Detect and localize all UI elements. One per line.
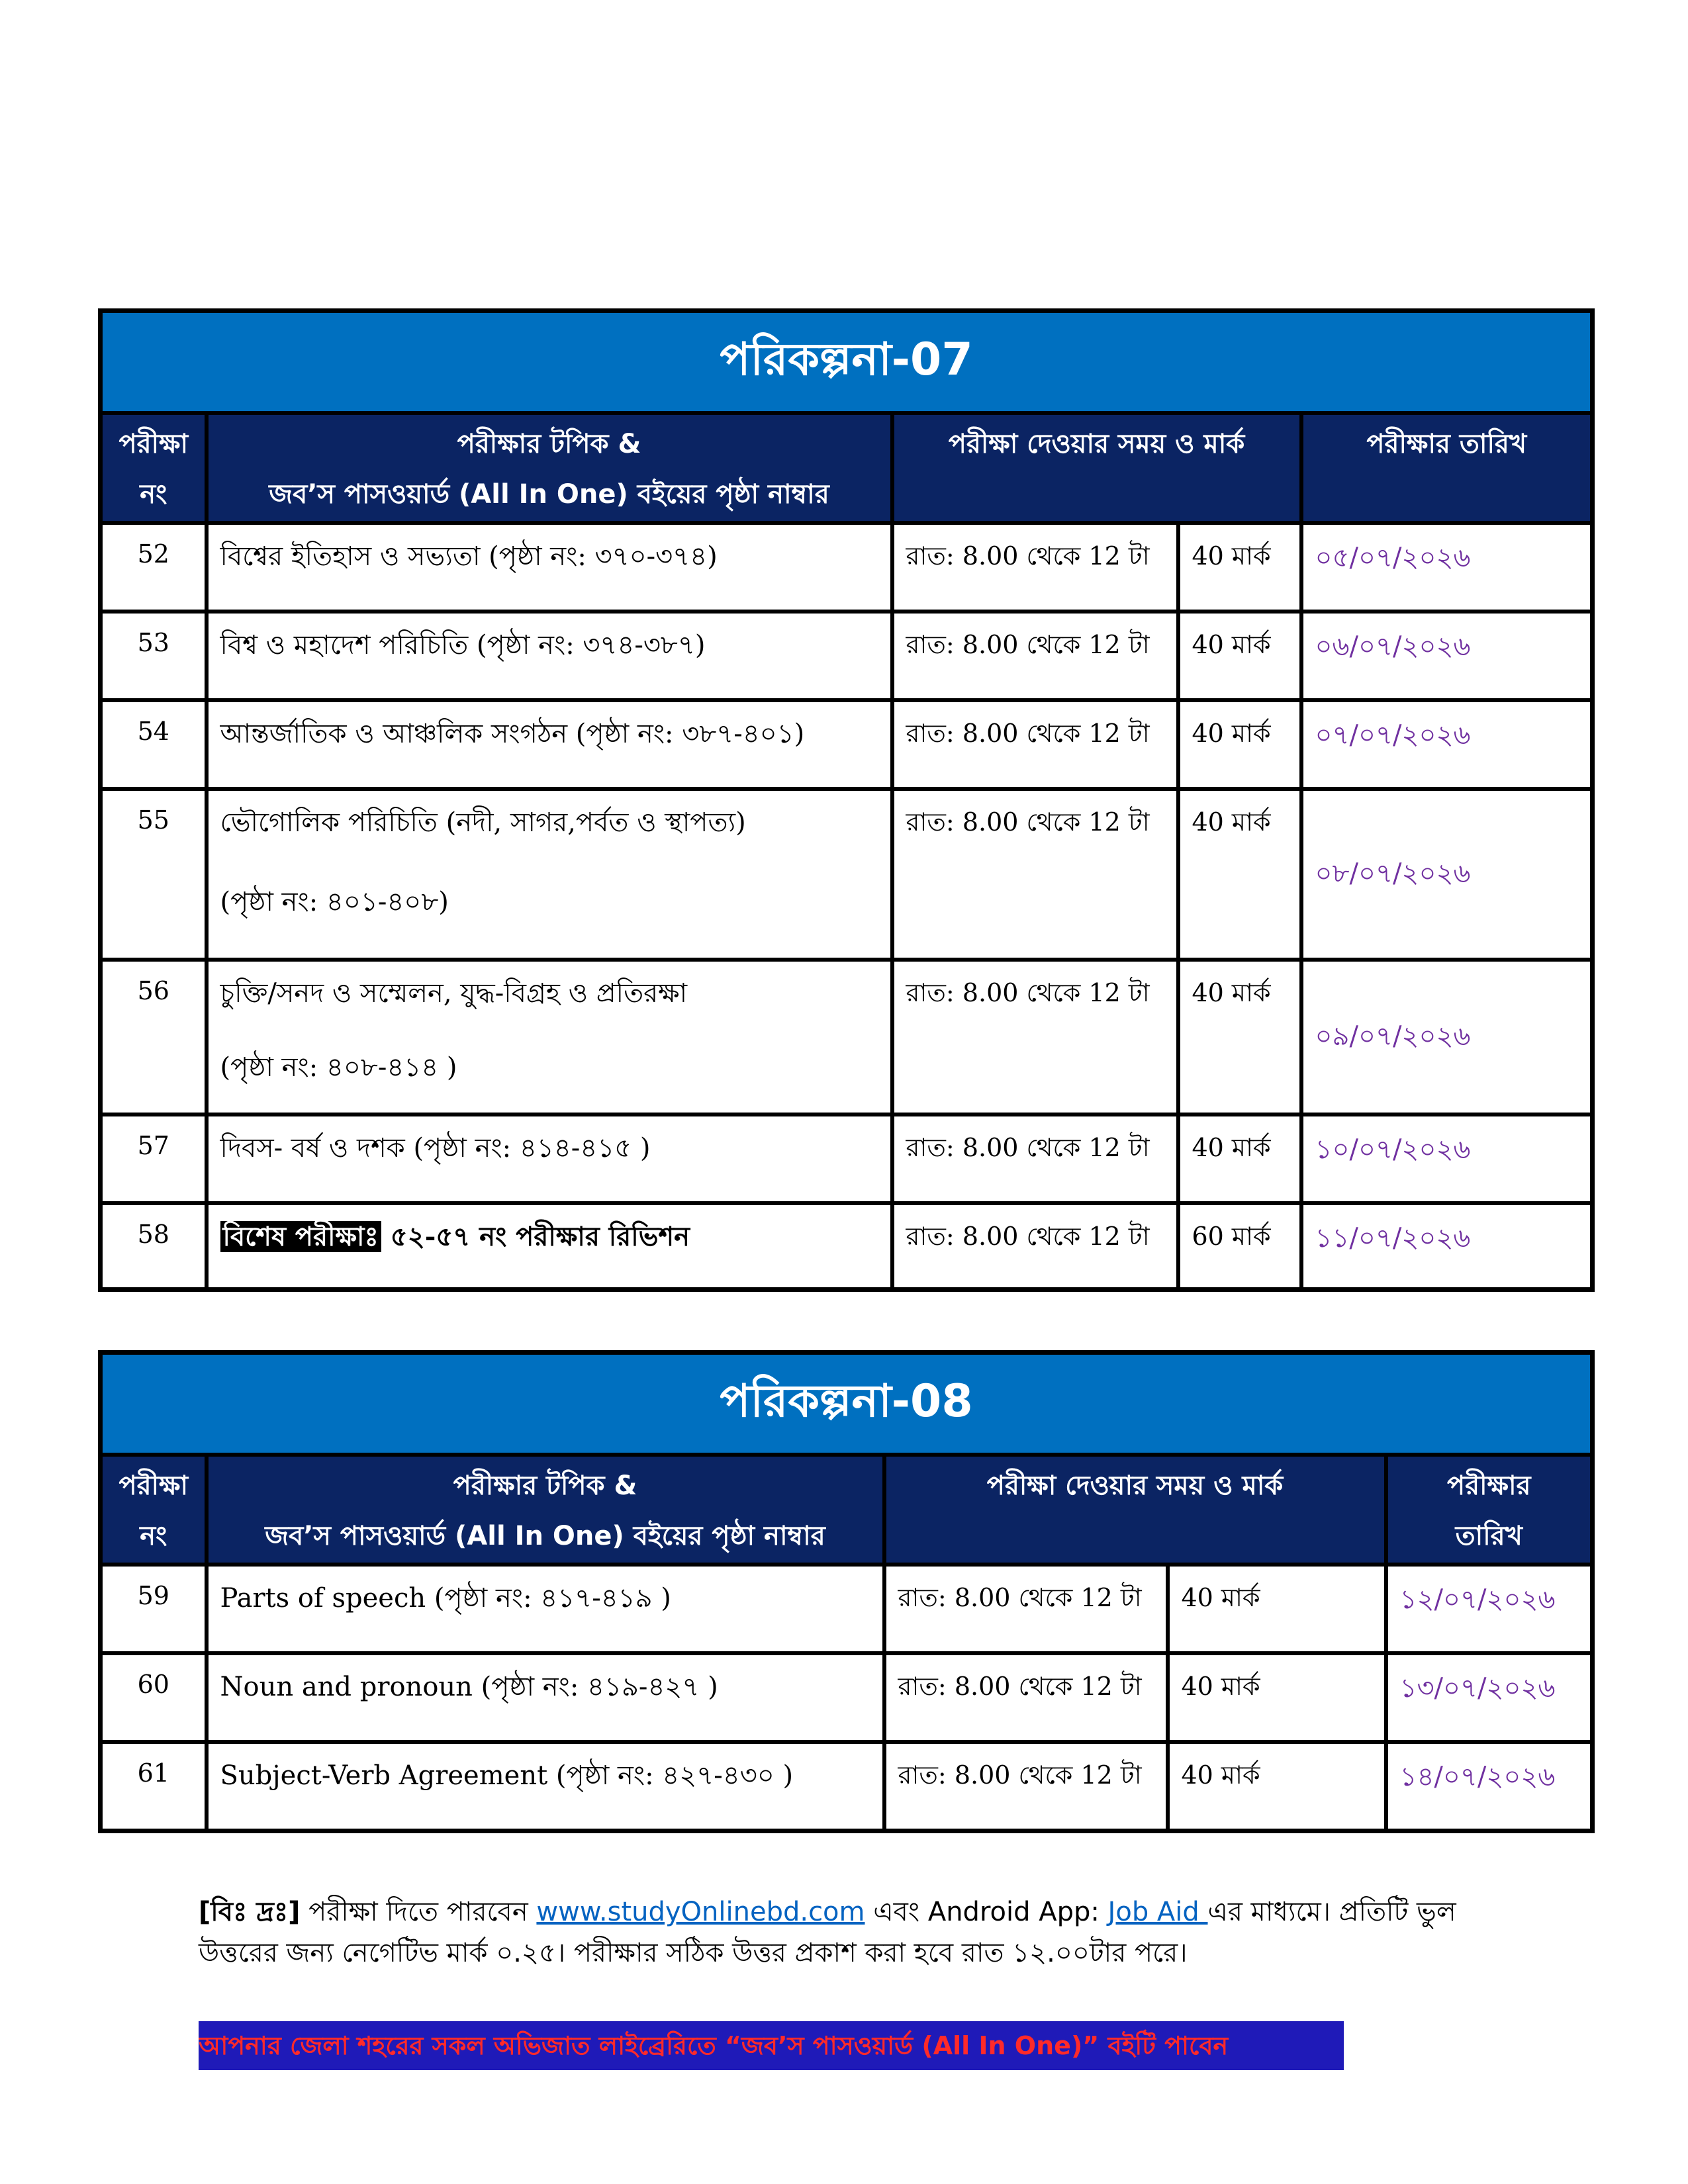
exam-date: ১০/০৭/২০২৬ (1301, 1115, 1593, 1203)
table-row (101, 523, 1593, 612)
header-topic (207, 1455, 884, 1565)
exam-mark: 40 মার্ক (1178, 1115, 1301, 1203)
website-link[interactable]: www.studyOnlinebd.com (536, 1897, 865, 1927)
exam-no: 54 (101, 700, 207, 789)
exam-time: রাত: 8.00 থেকে 12 টা (892, 700, 1178, 789)
exam-mark: 40 মার্ক (1178, 960, 1301, 1115)
footnote-text-2: এবং Android App: (865, 1897, 1108, 1927)
exam-date: ১১/০৭/২০২৬ (1301, 1203, 1593, 1289)
footnote-text-3: এর মাধ্যমে। প্রতিটি ভুল উত্তরের জন্য নেগেটিভ মার্ক ০.২৫। পরীক্ষার সঠিক উত্তর প্রকাশ করা হবে রাত ১২.০০টার পরে। (199, 1897, 1456, 1968)
exam-date: ০৮/০৭/২০২৬ (1301, 789, 1593, 960)
app-link[interactable]: Job Aid (1107, 1897, 1208, 1927)
exam-date: ১৪/০৭/২০২৬ (1386, 1742, 1593, 1831)
plan-07-title: পরিকল্পনা-07 (101, 311, 1593, 414)
header-topic (207, 413, 892, 523)
header-exam-no (101, 1455, 207, 1565)
header-exam-no-line2: নং (140, 479, 167, 510)
header-date (1386, 1455, 1593, 1565)
header-topic-line2: জব’স পাসওয়ার্ড (All In One) বইয়ের পৃষ্ঠা নাম্বার (265, 1521, 825, 1551)
table-row (101, 789, 1593, 960)
header-exam-no-line1: পরীক্ষা (118, 1471, 189, 1501)
exam-topic-line2: (পৃষ্ঠা নং: ৪০১-৪০৮) (220, 887, 449, 917)
exam-mark: 40 মার্ক (1178, 612, 1301, 700)
exam-mark: 60 মার্ক (1178, 1203, 1301, 1289)
header-exam-no (101, 413, 207, 523)
special-exam-text: ৫২-৫৭ নং পরীক্ষার রিভিশন (381, 1221, 690, 1252)
table-row (101, 1115, 1593, 1203)
exam-time: রাত: 8.00 থেকে 12 টা (892, 523, 1178, 612)
exam-time: রাত: 8.00 থেকে 12 টা (892, 1115, 1178, 1203)
exam-date: ০৫/০৭/২০২৬ (1301, 523, 1593, 612)
table-row (101, 960, 1593, 1115)
exam-date: ০৬/০৭/২০২৬ (1301, 612, 1593, 700)
header-time-mark: পরীক্ষা দেওয়ার সময় ও মার্ক (884, 1455, 1386, 1565)
exam-time: রাত: 8.00 থেকে 12 টা (892, 789, 1178, 960)
header-exam-no-line1: পরীক্ষা (118, 429, 189, 459)
table-row (101, 700, 1593, 789)
exam-mark: 40 মার্ক (1168, 1565, 1386, 1653)
exam-no: 52 (101, 523, 207, 612)
table-row (101, 1203, 1593, 1289)
exam-date: ০৯/০৭/২০২৬ (1301, 960, 1593, 1115)
exam-time: রাত: 8.00 থেকে 12 টা (884, 1653, 1168, 1742)
exam-mark: 40 মার্ক (1178, 523, 1301, 612)
plan-08-table (98, 1350, 1595, 1833)
exam-topic-line2: (পৃষ্ঠা নং: ৪০৮-৪১৪ ) (220, 1052, 457, 1083)
exam-no: 55 (101, 789, 207, 960)
exam-topic (207, 960, 892, 1115)
table-row (101, 1565, 1593, 1653)
exam-time: রাত: 8.00 থেকে 12 টা (884, 1565, 1168, 1653)
plan-07-table (98, 308, 1595, 1292)
exam-no: 59 (101, 1565, 207, 1653)
header-exam-no-line2: নং (140, 1521, 167, 1551)
header-date-line1: পরীক্ষার (1446, 1471, 1531, 1501)
table-row (101, 1653, 1593, 1742)
exam-topic: Subject-Verb Agreement (পৃষ্ঠা নং: ৪২৭-৪৩০ ) (207, 1742, 884, 1831)
exam-time: রাত: 8.00 থেকে 12 টা (892, 612, 1178, 700)
exam-mark: 40 মার্ক (1178, 700, 1301, 789)
exam-date: ১৩/০৭/২০২৬ (1386, 1653, 1593, 1742)
exam-topic: বিশ্বের ইতিহাস ও সভ্যতা (পৃষ্ঠা নং: ৩৭০-৩৭৪) (207, 523, 892, 612)
promo-banner: আপনার জেলা শহরের সকল অভিজাত লাইব্রেরিতে “জব’স পাসওয়ার্ড (All In One)” বইটি পাবেন (199, 2021, 1344, 2070)
exam-date: ১২/০৭/২০২৬ (1386, 1565, 1593, 1653)
table-row (101, 1742, 1593, 1831)
exam-time: রাত: 8.00 থেকে 12 টা (884, 1742, 1168, 1831)
exam-mark: 40 মার্ক (1178, 789, 1301, 960)
exam-time: রাত: 8.00 থেকে 12 টা (892, 1203, 1178, 1289)
footnote (199, 1891, 1496, 1974)
exam-topic (207, 1203, 892, 1289)
footnote-prefix: [বিঃ দ্রঃ] (199, 1897, 301, 1927)
exam-mark: 40 মার্ক (1168, 1742, 1386, 1831)
special-exam-label: বিশেষ পরীক্ষাঃ (220, 1221, 381, 1252)
header-topic-line2: জব’স পাসওয়ার্ড (All In One) বইয়ের পৃষ্ঠা নাম্বার (269, 479, 829, 510)
exam-topic: দিবস- বর্ষ ও দশক (পৃষ্ঠা নং: ৪১৪-৪১৫ ) (207, 1115, 892, 1203)
exam-no: 61 (101, 1742, 207, 1831)
exam-topic: বিশ্ব ও মহাদেশ পরিচিতি (পৃষ্ঠা নং: ৩৭৪-৩৮৭) (207, 612, 892, 700)
footnote-text-1: পরীক্ষা দিতে পারবেন (300, 1897, 537, 1927)
exam-no: 60 (101, 1653, 207, 1742)
plan-08-title: পরিকল্পনা-08 (101, 1353, 1593, 1455)
exam-topic-line1: চুক্তি/সনদ ও সম্মেলন, যুদ্ধ-বিগ্রহ ও প্রতিরক্ষা (220, 978, 688, 1009)
exam-no: 53 (101, 612, 207, 700)
exam-no: 56 (101, 960, 207, 1115)
header-date: পরীক্ষার তারিখ (1301, 413, 1593, 523)
exam-topic: Noun and pronoun (পৃষ্ঠা নং: ৪১৯-৪২৭ ) (207, 1653, 884, 1742)
exam-mark: 40 মার্ক (1168, 1653, 1386, 1742)
exam-topic (207, 789, 892, 960)
exam-topic-line1: ভৌগোলিক পরিচিতি (নদী, সাগর,পর্বত ও স্থাপত্য) (220, 807, 746, 838)
exam-no: 58 (101, 1203, 207, 1289)
header-topic-line1: পরীক্ষার টপিক & (453, 1471, 637, 1501)
exam-no: 57 (101, 1115, 207, 1203)
exam-time: রাত: 8.00 থেকে 12 টা (892, 960, 1178, 1115)
table-row (101, 612, 1593, 700)
exam-topic: Parts of speech (পৃষ্ঠা নং: ৪১৭-৪১৯ ) (207, 1565, 884, 1653)
header-topic-line1: পরীক্ষার টপিক & (457, 429, 641, 459)
exam-topic: আন্তর্জাতিক ও আঞ্চলিক সংগঠন (পৃষ্ঠা নং: ৩৮৭-৪০১) (207, 700, 892, 789)
exam-date: ০৭/০৭/২০২৬ (1301, 700, 1593, 789)
header-date-line2: তারিখ (1455, 1521, 1523, 1551)
header-time-mark: পরীক্ষা দেওয়ার সময় ও মার্ক (892, 413, 1301, 523)
